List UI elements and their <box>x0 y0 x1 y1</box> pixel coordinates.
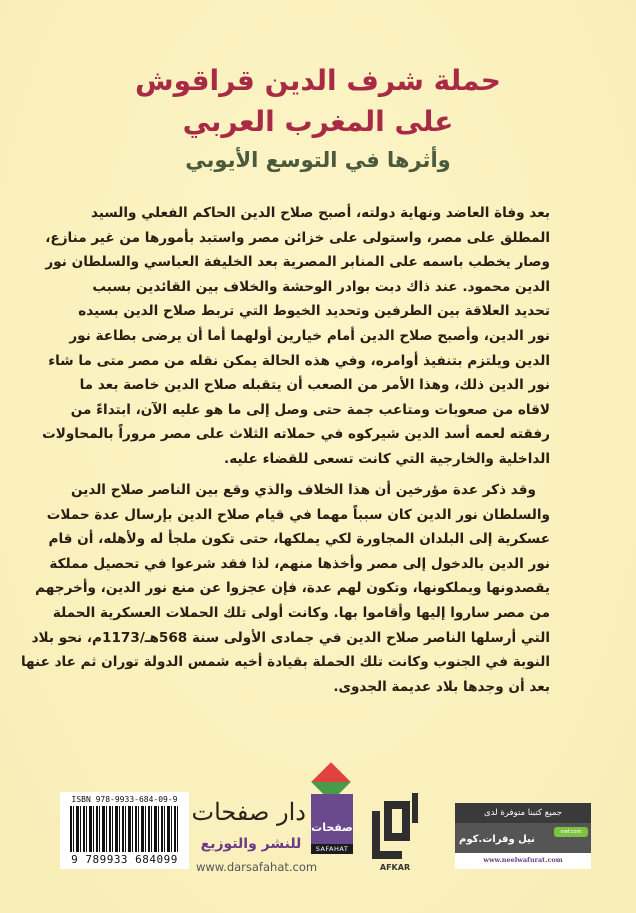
blurb-line: نور الدين ذلك، وهذا الأمر من الصعب أن يتقبله صلاح الدين خاصة بعد ما <box>79 377 550 394</box>
isbn-text: ISBN 978-9933-684-09-9 <box>71 795 178 804</box>
blurb-paragraph-1 <box>42 201 550 472</box>
blurb-line: بعد أن وجدها بلاد عديمة الجدوى. <box>333 678 550 695</box>
afkar-label: AFKAR <box>379 863 411 872</box>
blurb-line: من مصر ساروا إليها وأقاموا بها. وكانت أولى تلك الحملات العسكرية الحملة <box>52 604 550 621</box>
neelwafurat-name: نيل وفرات.كوم <box>459 834 535 845</box>
safahat-logo <box>311 768 353 854</box>
blurb-line: لاقاه من صعوبات ومتاعب جمة حتى وصل إلى ما هو عليه الآن، ابتداءً من <box>70 401 550 418</box>
blurb-line: والسلطان نور الدين كان سبباً مهما في قيام صلاح الدين بإرسال عدة حملات <box>46 506 550 523</box>
blurb-line: الدين ويلتزم بتنفيذ أوامره، وفي هذه الحالة يمكن نقله من مصر متى ما شاء <box>48 352 550 369</box>
blurb-line: نور الدين بالدخول إلى مصر وأخذها منهم، لذا فقد شرعوا في تحصيل مملكة <box>49 555 550 572</box>
ean-number: 9 789933 684099 <box>71 853 178 866</box>
blurb-line: عسكرية إلى البلدان المجاورة لكي يملكها، حتى تكون ملجأ له ولأهله، أن قام <box>48 531 550 548</box>
blurb-line: الداخلية والخارجية التي كانت تسعى للقضاء عليه. <box>224 450 550 467</box>
barcode-bars <box>70 806 180 852</box>
neelwafurat-banner: جميع كتبنا متوفرة لدى <box>455 803 591 823</box>
book-title-line1: حملة شرف الدين قراقوش <box>135 64 501 97</box>
isbn-barcode <box>60 792 189 869</box>
publisher-url: www.darsafahat.com <box>196 860 318 874</box>
blurb-line: النوبة في الجنوب وكانت تلك الحملة بقيادة أخيه شمس الدولة توران ثم عاد عنها <box>20 654 550 671</box>
safahat-logo-english: SAFAHAT <box>311 844 353 854</box>
blurb-line: وصار يخطب باسمه على المنابر المصرية بعد الخليفة العباسي والسلطان نور <box>45 254 550 271</box>
blurb-line: يقصدونها ويملكونها، وتكون لهم عدة، فإن عجزوا عن منع نور الدين، وأخرجهم <box>35 580 550 597</box>
blurb-paragraph-2 <box>20 478 550 699</box>
blurb-line: الدين محمود. عند ذاك دبت بوادر الوحشة والخلاف بين القائدين بسبب <box>92 278 550 295</box>
book-subtitle: وأثرها في التوسع الأيوبي <box>185 148 451 172</box>
neelwafurat-name-panel <box>455 823 591 853</box>
blurb-line: بعد وفاة العاضد ونهاية دولته، أصبح صلاح الدين الحاكم الفعلي والسيد <box>91 205 550 221</box>
blurb-line: المطلق على مصر، واستولى على خزائن مصر واستبد بأمورها من غير منازع، <box>45 229 550 246</box>
neelwafurat-badge <box>455 803 591 869</box>
neelwafurat-tag-icon: nwf.com <box>554 827 588 837</box>
safahat-logo-arabic: صفحات <box>311 821 353 834</box>
publisher-tagline: للنشر والتوزيع <box>200 836 302 852</box>
blurb-line: التي أرسلها الناصر صلاح الدين في جمادى الأولى سنة 568هـ/1173م، نحو بلاد <box>31 629 550 646</box>
neelwafurat-url: www.neelwafurat.com <box>483 856 563 864</box>
blurb-line: رفقته لعمه أسد الدين شيركوه في حملاته الثلاث على مصر مروراً بالمحاولات <box>42 426 550 443</box>
blurb-line: نور الدين، وأصبح صلاح الدين أمام خيارين أولهما أما أن يرضى بطاعة نور <box>69 327 550 344</box>
safahat-book-box <box>311 794 353 844</box>
book-title-line2: على المغرب العربي <box>182 105 454 138</box>
publisher-name-calligraphy: دار صفحات <box>191 798 306 826</box>
blurb-line: وقد ذكر عدة مؤرخين أن هذا الخلاف والذي وقع بين الناصر صلاح الدين <box>71 482 536 498</box>
afkar-logo-icon <box>372 793 418 859</box>
blurb-line: تحديد العلاقة بين الطرفين وتحديد الخيوط التي تربط صلاح الدين بسيده <box>78 303 550 320</box>
